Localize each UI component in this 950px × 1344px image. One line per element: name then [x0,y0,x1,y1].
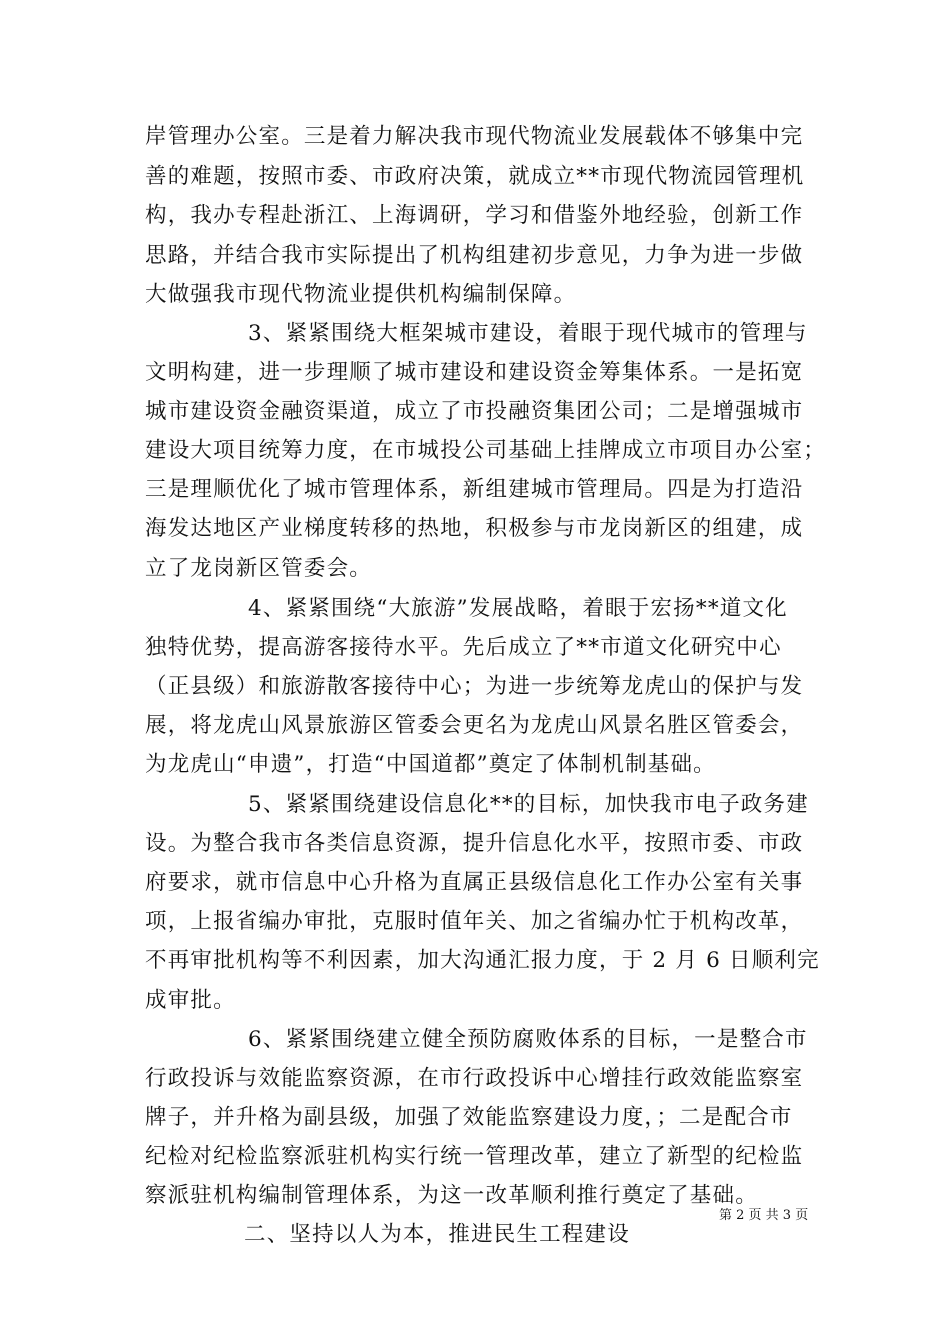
paragraph-3-start: 3、紧紧围绕大框架城市建设，着眼于现代城市的管理与 [248,321,808,346]
paragraph-6-start: 6、紧紧围绕建立健全预防腐败体系的目标，一是整合市 [248,1027,808,1052]
body-text-line: 项，上报省编办审批，克服时值年关、加之省编办忙于机构改革， [145,909,804,934]
paragraph-5-start: 5、紧紧围绕建设信息化**的目标，加快我市电子政务建 [248,792,809,817]
body-text-line: 设。为整合我市各类信息资源，提升信息化水平，按照市委、市政 [145,831,804,856]
page-number-footer: 第 2 页 共 3 页 [719,1208,809,1223]
paragraph-4-start: 4、紧紧围绕“大旅游”发展战略，着眼于宏扬**道文化 [248,596,788,621]
body-text-line: 思路，并结合我市实际提出了机构组建初步意见，力争为进一步做 [145,243,804,268]
body-text-line: 海发达地区产业梯度转移的热地，积极参与市龙岗新区的组建，成 [145,516,804,541]
body-text-line: 善的难题，按照市委、市政府决策，就成立**市现代物流园管理机 [145,164,805,189]
body-text-line: 独特优势，提高游客接待水平。先后成立了**市道文化研究中心 [145,635,782,660]
body-text-line: 行政投诉与效能监察资源，在市行政投诉中心增挂行政效能监察室 [145,1066,804,1091]
body-text-line: 岸管理办公室。三是着力解决我市现代物流业发展载体不够集中完 [145,124,804,149]
body-text-line: 三是理顺优化了城市管理体系，新组建城市管理局。四是为打造沿 [145,477,804,502]
body-text-line: 牌子，并升格为副县级，加强了效能监察建设力度，；二是配合市 [145,1105,793,1130]
body-text-line: 城市建设资金融资渠道，成立了市投融资集团公司；二是增强城市 [145,399,804,424]
section-heading: 二、坚持以人为本，推进民生工程建设 [244,1222,630,1247]
body-text-line: 文明构建，进一步理顺了城市建设和建设资金筹集体系。一是拓宽 [145,360,804,385]
body-text-line: 立了龙岗新区管委会。 [145,556,373,581]
body-text-line: 构，我办专程赴浙江、上海调研，学习和借鉴外地经验，创新工作 [145,203,804,228]
body-text-line: 为龙虎山“申遗”，打造“中国道都”奠定了体制机制基础。 [145,752,716,777]
body-text-line: 大做强我市现代物流业提供机构编制保障。 [145,282,577,307]
body-text-line: 建设大项目统筹力度，在市城投公司基础上挂牌成立市项目办公室； [145,438,827,463]
body-text-line: 不再审批机构等不利因素，加大沟通汇报力度，于 2 月 6 日顺利完 [145,948,820,973]
body-text-line: 察派驻机构编制管理体系，为这一改革顺利推行奠定了基础。 [145,1183,758,1208]
body-text-line: （正县级）和旅游散客接待中心；为进一步统筹龙虎山的保护与发 [145,674,804,699]
body-text-line: 府要求，就市信息中心升格为直属正县级信息化工作办公室有关事 [145,870,804,895]
body-text-line: 成审批。 [145,988,236,1013]
body-text-line: 展，将龙虎山风景旅游区管委会更名为龙虎山风景名胜区管委会， [145,713,804,738]
body-text-line: 纪检对纪检监察派驻机构实行统一管理改革，建立了新型的纪检监 [145,1144,804,1169]
